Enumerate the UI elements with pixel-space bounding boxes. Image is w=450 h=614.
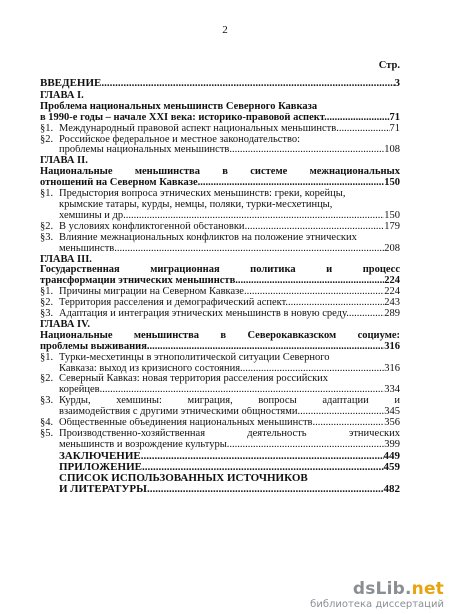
toc-entry-4-1: §1. Турки-месхетинцы в этнополитической ситуации Северного (40, 351, 330, 363)
chapter-1-title-line1: Проблема национальных меньшинств Северного Кавказа (40, 100, 318, 112)
toc-entry-4-3: §3. Курды, хемшины: миграция, вопросы адаптации и (40, 395, 400, 407)
toc-entry-sources-line2: И ЛИТЕРАТУРЫ ..... 482 (40, 484, 400, 495)
toc-entry-4-5: §5. Производственно-хозяйственная деятельность этнических (40, 428, 400, 439)
toc-entry-3-1: §1. Причины миграции на Северном Кавказе ..... 224 (40, 287, 400, 298)
chapter-1-heading: ГЛАВА I. (40, 89, 84, 101)
chapter-2-heading: ГЛАВА II. (40, 155, 88, 167)
chapter-4-title-line1: Национальные меньшинства в Северокавказском социуме: (40, 329, 400, 341)
toc-entry-1-2: §2. Российское федеральное и местное законодательство: (40, 133, 301, 145)
chapter-2-title-line1: Национальные меньшинства в системе межнациональных (40, 166, 400, 178)
toc-entry-2-3: §3. Влияние межнациональных конфликтов на положение этнических (40, 231, 357, 243)
toc-entry-3-3: §3. Адаптация и интеграция этнических меньшинств в новую среду ..... 289 (40, 309, 400, 320)
toc-entry-2-2: §2. В условиях конфликтогенной обстановки ..... 179 (40, 222, 400, 233)
chapter-3-heading: ГЛАВА III. (40, 253, 92, 265)
chapter-4-heading: ГЛАВА IV. (40, 318, 90, 330)
chapter-1-page: 71 (389, 111, 400, 123)
chapter-2-page: 150 (384, 177, 400, 189)
intro-page: 3 (394, 77, 400, 89)
chapter-4-title-line2: проблемы выживания ..... 316 (40, 342, 400, 353)
toc-entry-1-1: §1. Международный правовой аспект национальных меньшинств ..... 71 (40, 124, 400, 135)
intro-label: ВВЕДЕНИЕ ..... (40, 78, 395, 89)
chapter-1-title-line2: в 1990-е годы – начале XXI века: историко-правовой аспект ..... 71 (40, 113, 400, 124)
dslib-watermark (310, 579, 444, 610)
chapter-3-title-line1: Государственная миграционная политика и процесс (40, 264, 400, 276)
table-of-contents: ВВЕДЕНИЕ ..... 3 ГЛАВА I. Проблема национальных меньшинств Северного Кавказа в 1990-е годы – начале XXI века: историко-правовой аспект ..... 71 §1. Международный правовой аспект национальных меньшинств ..... 71 §2. Российское федеральное и местное законодательство: проблемы национальных меньшинств ..... 108 ГЛАВА II. Национальные меньшинства в системе межнациональных отношений на Северном Кавказе ..... 150 §1. Предыстория вопроса этнических меньшинств: греки, корейцы, крымские татары, курды, немцы, поляки, турки-месхетинцы, хемшины и др. ..... 150 §2. В условиях конфликтогенной обстановки ..... 179 §3. Влияние межнациональных конфликтов на положение этнических меньшинств ..... 208 ГЛАВА III. Государственная миграционная политика и процесс трансформации этнических меньшинств ..... 224 §1. Причины миграции на Северном Кавказе ..... 224 §2. Территория расселения и демографический аспект ..... 243 §3. Адаптация и интеграция этнических меньшинств в новую среду ..... 289 ГЛАВА IV. Национальные меньшинства в Северокавказском социуме: проблемы выживания ..... 316 §1. Турки-месхетинцы в этнополитической ситуации Северного Кавказа: выход из кризисного состояния ..... 316 §2. Северный Кавказ: новая территория расселения российских корейцев ..... 334 §3. Курды, хемшины: миграция, вопросы адаптации и взаимодействия с другими этническими общностями ..... 345 §4. Общественные объединения национальных меньшинств ..... 356 §5. Производственно-хозяйственная деятельность этнических меньшинств и возрождение культуры ..... 399 ЗАКЛЮЧЕНИЕ ..... 449 ПРИЛОЖЕНИЕ ..... 459 СПИСОК ИСПОЛЬЗОВАННЫХ ИСТОЧНИКОВ И ЛИТЕРАТУРЫ ..... 482 (40, 78, 400, 494)
page-number: 2 (222, 24, 228, 36)
dslib-logo: dsLib.net (352, 579, 444, 599)
chapter-3-page: 224 (384, 275, 400, 287)
chapter-2-title-line2: отношений на Северном Кавказе ..... 150 (40, 178, 400, 189)
chapter-4-page: 316 (384, 340, 400, 352)
toc-entry-4-2: §2. Северный Кавказ: новая территория расселения российских (40, 373, 329, 385)
page-column-header: Стр. (378, 60, 400, 71)
toc-entry-conclusion: ЗАКЛЮЧЕНИЕ ..... 449 (40, 451, 400, 462)
toc-entry-3-2: §2. Территория расселения и демографический аспект ..... 243 (40, 298, 400, 309)
toc-entry-sources-line1: СПИСОК ИСПОЛЬЗОВАННЫХ ИСТОЧНИКОВ (59, 471, 308, 484)
toc-entry-4-4: §4. Общественные объединения национальных меньшинств ..... 356 (40, 418, 400, 429)
toc-entry-introduction (40, 78, 400, 89)
toc-entry-appendix: ПРИЛОЖЕНИЕ ..... 459 (40, 462, 400, 473)
chapter-3-title-line2: трансформации этнических меньшинств ..... 224 (40, 276, 400, 287)
toc-entry-2-1: §1. Предыстория вопроса этнических меньшинств: греки, корейцы, (40, 188, 346, 200)
dslib-subtitle: библиотека диссертаций (310, 599, 444, 610)
